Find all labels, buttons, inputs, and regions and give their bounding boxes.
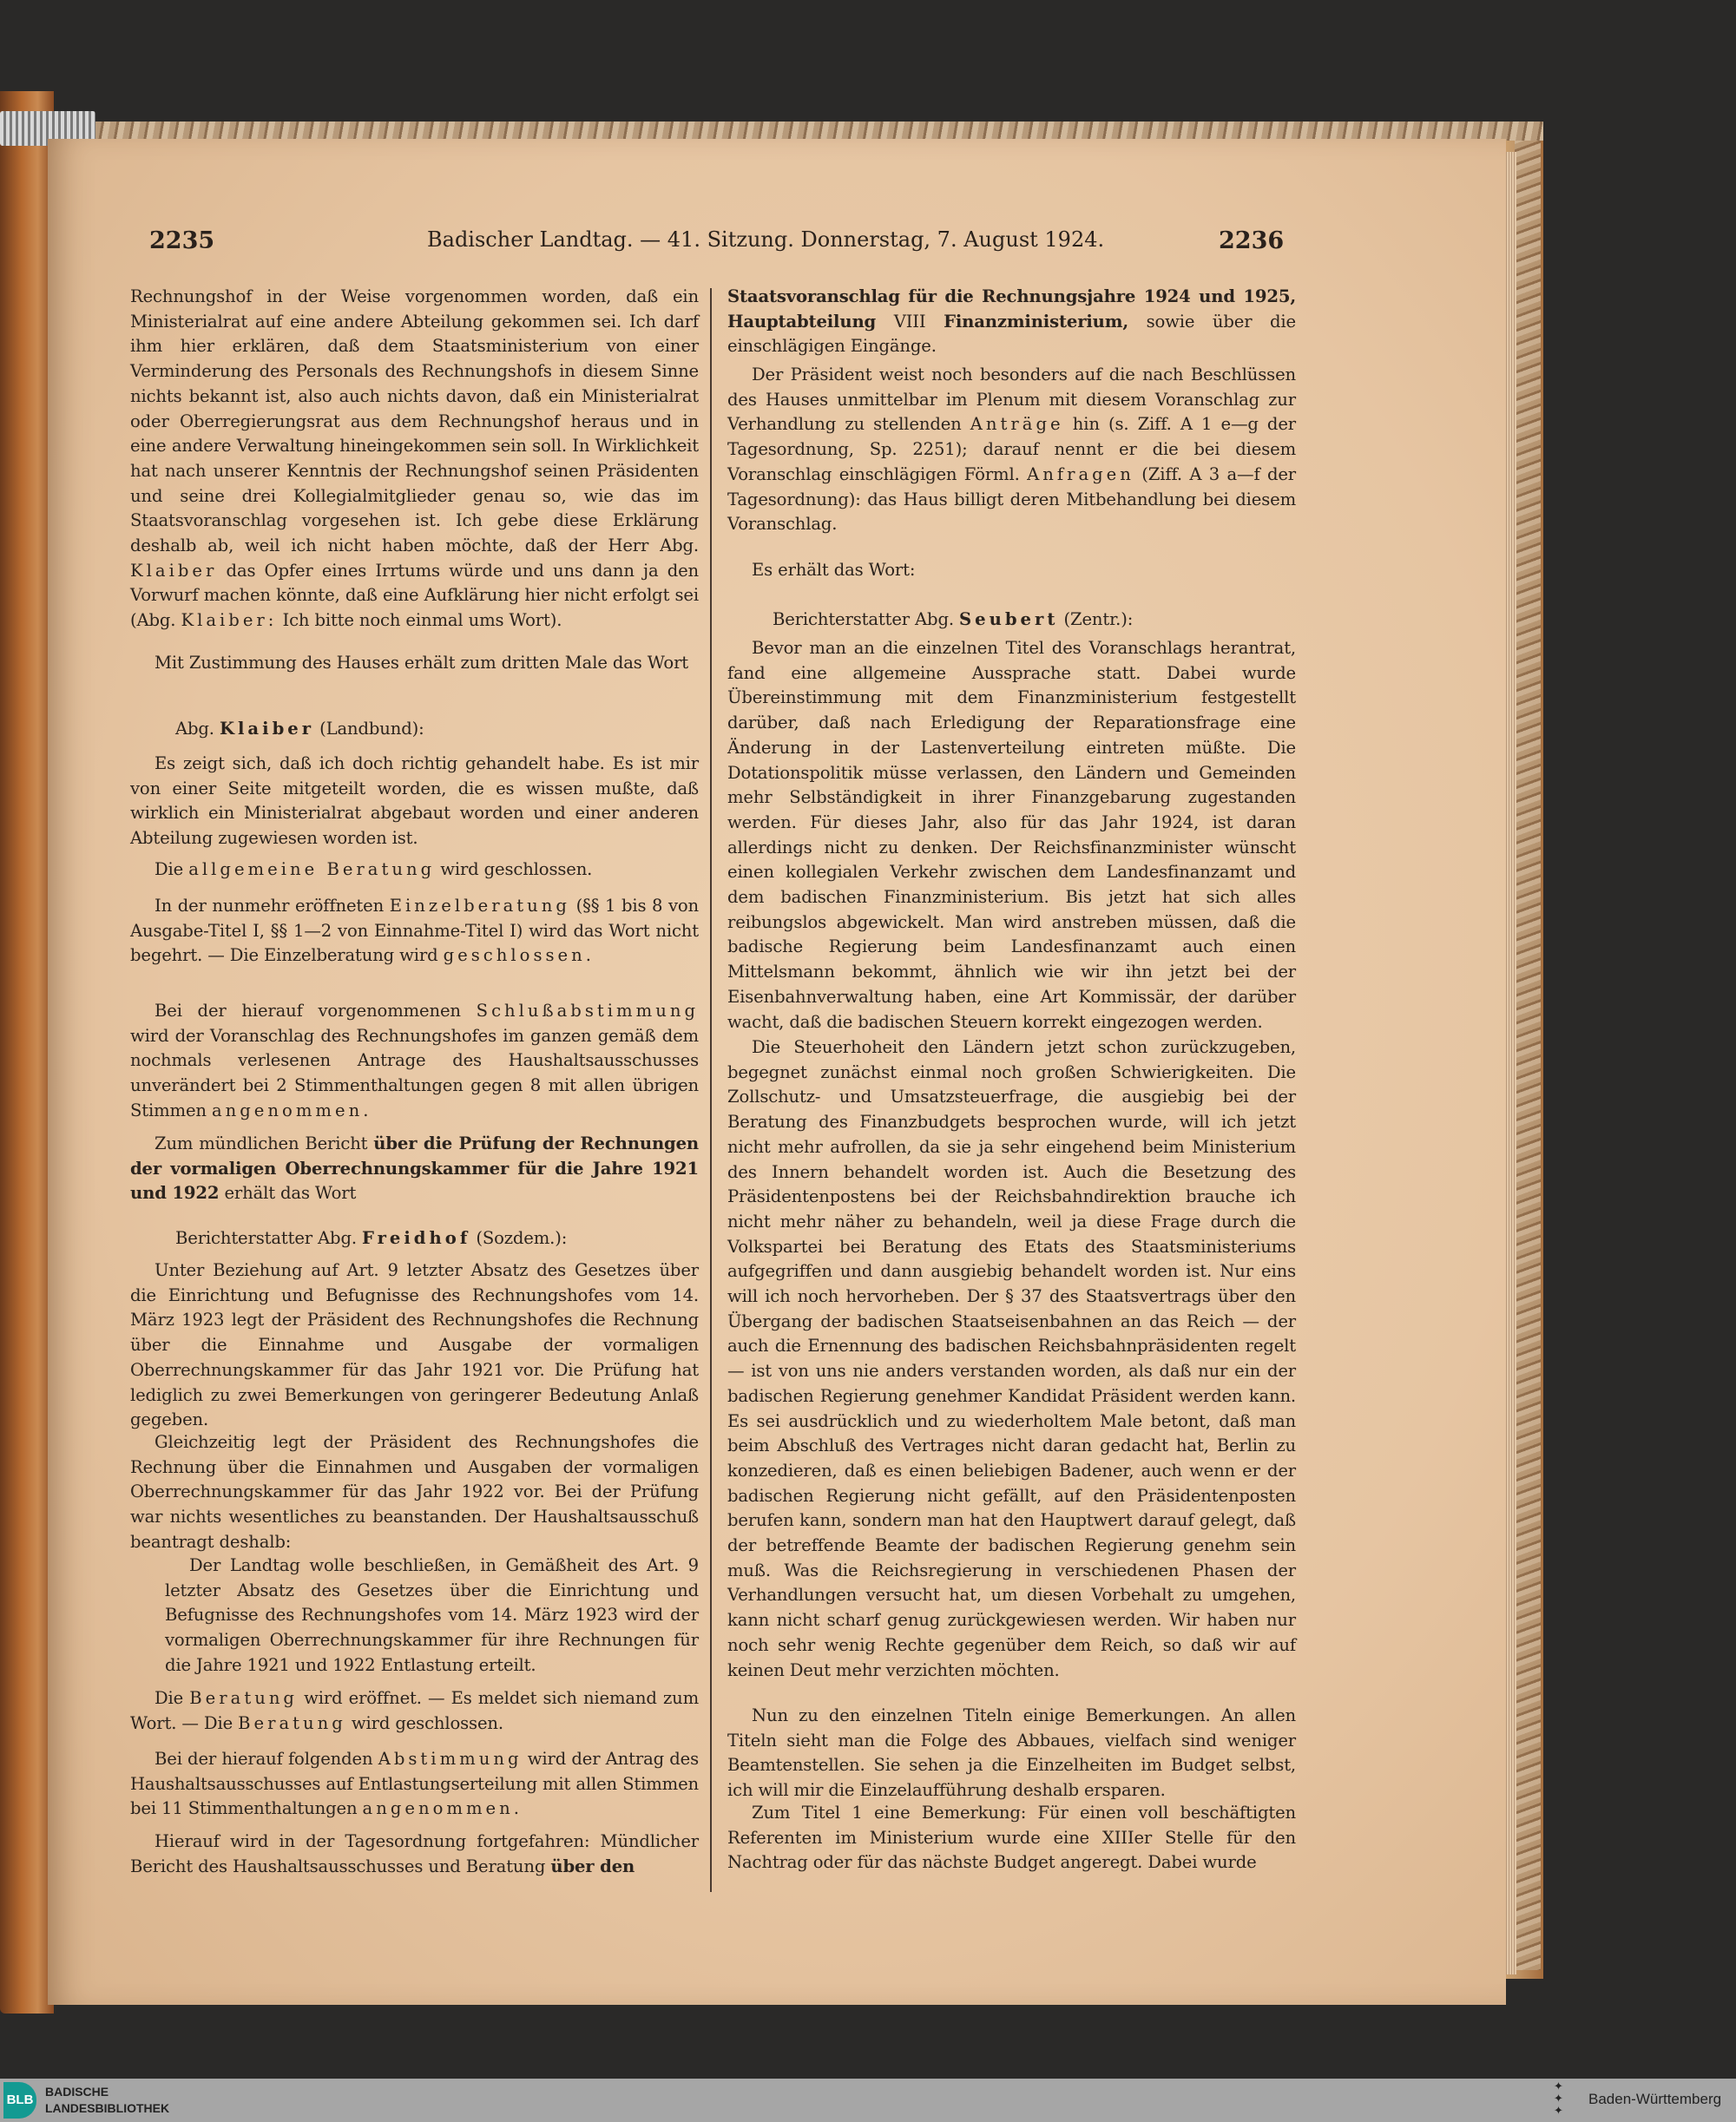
paragraph [130, 999, 699, 1124]
text-run: (§§ 1 bis 8 von Ausgabe-Titel I, §§ 1—2 von Einnahme-Titel I) wird das Wort nicht begehrt. — Die Einzelberatung wird [130, 896, 700, 966]
paragraph [727, 558, 1296, 583]
blb-logo-icon[interactable]: BLB [3, 2082, 36, 2119]
bw-lions-icon: ✦ ✦ ✦ [1554, 2080, 1563, 2118]
spaced-text-run: Anträge [970, 414, 1064, 435]
spaced-text-run: Beratung [238, 1712, 346, 1733]
paragraph [727, 363, 1296, 537]
text-run: Berichterstatter Abg. [175, 1228, 362, 1248]
paragraph [727, 636, 1296, 1035]
text-run: Rechnungshof in der Weise vorgenommen worden, daß ein Ministerialrat auf eine andere Abteilung gekommen sei. Ich darf ihm hier erklären, daß dem Staatsministerium von einer Verminderung des Personals des Rechnungshofs in diesem Sinne nichts bekannt ist, also auch nichts davon, daß ein Ministerialrat oder Oberregierungsrat aus dem Rechnungshof heraus und in eine andere Verwaltung hineingekommen sein soll. In Wirklichkeit hat nach unserer Kenntnis der Rechnungshof seinen Präsidenten und seine drei Kollegialmitglieder genau so, wie das im Staatsvoranschlag vorgesehen ist. Ich gebe diese Erklärung deshalb ab, weil ich nicht haben möchte, daß der Herr Abg. [130, 286, 699, 556]
page-number-left: 2235 [149, 227, 215, 254]
paragraph [130, 285, 699, 634]
text-run: Berichterstatter Abg. [773, 609, 959, 629]
text-run: Die [155, 1688, 190, 1708]
column-divider [710, 288, 712, 1892]
library-name[interactable] [45, 2084, 169, 2117]
paragraph [130, 1747, 699, 1822]
speaker-heading [130, 717, 699, 742]
spaced-text-run: Klaiber: [181, 610, 278, 631]
spaced-text-run: Einzelberatung [389, 896, 570, 916]
text-run: (Sozdem.): [470, 1228, 568, 1248]
paragraph [130, 1430, 699, 1555]
text-run: hin (s. Ziff. A 1 e—g der Tagesordnung, Sp. 2251); darauf nennt er die bei diesem Voranschlag einschlägigen Förml. [727, 414, 1296, 484]
spaced-text-run: Seubert [959, 609, 1059, 629]
state-name[interactable]: Baden-Württemberg [1588, 2091, 1722, 2107]
text-run: (Landbund): [314, 719, 424, 739]
text-run: erhält das Wort [219, 1183, 357, 1204]
text-run: Der Landtag wolle beschließen, in Gemäßheit des Art. 9 letzter Absatz des Gesetzes über die Einrichtung und Befugnisse des Rechnungshofes vom 14. März 1923 wird der vormaligen Oberrechnungskammer für ihre Rechnungen für die Jahre 1921 und 1922 Entlastung erteilt. [165, 1555, 699, 1675]
paragraph [727, 285, 1296, 359]
text-run: Hierauf wird in der Tagesordnung fortgefahren: Mündlicher Bericht des Haushaltsausschusses und Beratung [130, 1831, 699, 1876]
book-spine [0, 91, 54, 2014]
library-name-line1: BADISCHE [45, 2085, 109, 2099]
spaced-text-run: Freidhof [362, 1228, 471, 1248]
spaced-text-run: Schlußabstimmung [476, 1001, 699, 1021]
speaker-heading [130, 1226, 699, 1252]
text-run: das Opfer eines Irrtums würde und uns dann ja den Vorwurf machen könnte, daß eine Aufklärung hier nicht erfolgt sei (Abg. [130, 560, 699, 631]
spaced-text-run: Klaiber [130, 560, 218, 581]
paragraph [727, 1801, 1296, 1876]
bold-text-run: über den [550, 1856, 635, 1876]
page-number-right: 2236 [1219, 227, 1285, 254]
spaced-text-run: Anfragen [1027, 463, 1134, 484]
text-run: Der Präsident weist noch besonders auf die nach Beschlüssen des Hauses unmittelbar im Plenum mit diesem Voranschlag zur Verhandlung zu stellenden [727, 365, 1296, 435]
paragraph [130, 1132, 699, 1206]
spaced-text-run: Beratung [189, 1688, 298, 1708]
running-title: Badischer Landtag. — 41. Sitzung. Donnerstag, 7. August 1924. [427, 227, 1105, 252]
paragraph [130, 1830, 699, 1879]
text-run: wird der Voranschlag des Rechnungshofes im ganzen gemäß dem nochmals verlesenen Antrage des Haushaltsausschusses unverändert bei 2 Stimmenthaltungen gegen 8 mit allen übrigen Stimmen [130, 1025, 699, 1120]
text-run: Bei der hierauf vorgenommenen [155, 1001, 477, 1021]
text-run: Bevor man an die einzelnen Titel des Voranschlags herantrat, fand eine allgemeine Aussprache statt. Dabei wurde Übereinstimmung mit dem Finanzministerium festgestellt darüber, daß nach Erledigung der Reparationsfrage eine Änderung in der Lastenverteilung eintreten müßte. Die Dotationspolitik müsse verlassen, den Ländern und Gemeinden mehr Selbständigkeit in ihrer Finanzgebarung zugestanden werden. Für dieses Jahr, also für das Jahr 1924, ist daran allerdings nicht zu denken. Der Reichsfinanzminister wünscht einen kollegialen Verkehr zwischen dem Landesfinanzamt und dem badischen Finanzministerium. Bis jetzt hat sich alles reibungslos abgewickelt. Man wird anstreben müssen, daß die badische Regierung beim Landesfinanzamt auch einen Mittelsmann bekommt, ähnlich wie wir ihn jetzt bei der Eisenbahnverwaltung haben, eine Art Kommissär, der darüber wacht, daß die badischen Steuern korrekt eingezogen werden. [727, 638, 1296, 1032]
text-run: Abg. [175, 719, 220, 739]
bold-text-run: über die Prüfung der Rechnungen der vormaligen Oberrechnungskammer für die Jahre 1921 und 1922 [130, 1133, 699, 1204]
spaced-text-run: Abstimmung [378, 1749, 523, 1769]
text-run: Nun zu den einzelnen Titeln einige Bemerkungen. An allen Titeln sieht man die Folge des Abbaues, vielfach sind weniger Beamtenstellen. Sie sehen ja die Einzelheiten im Budget selbst, ich will mir die Einzelaufführung deshalb ersparen. [727, 1705, 1296, 1801]
text-run: VIII [876, 311, 944, 332]
text-run: Die Steuerhoheit den Ländern jetzt schon zurückzugeben, begegnet zunächst einmal noch großen Schwierigkeiten. Die Zollschutz- und Umsatzsteuerfrage, die ausgiebig bei der Beratung des Finanzbudgets besprochen wurde, will ich jetzt nicht mehr aufrollen, da sie ja sehr eingehend beim Ministerium des Innern behandelt worden ist. Auch die Besetzung des Präsidentenpostens bei der Reichsbahndirektion brauche ich nicht mehr näher zu behandeln, weil ja diese Frage durch die Volkspartei bei Beratung des Etats des Staatsministeriums aufgegriffen und dann ausgiebig behandelt worden ist. Nur eins will ich noch hervorheben. Der § 37 des Staatsvertrags über den Übergang der badischen Staatseisenbahnen an das Reich — der auch die Ernennung des badischen Reichsbahnpräsidenten regelt — ist von uns nie anders verstanden worden, als daß nur ein der badischen Regierung genehmer Kandidat Präsident werden kann. Es sei ausdrücklich und zu wiederholtem Male betont, daß man beim Abschluß des Vertrages nicht daran gedacht hat, Berlin zu konzedieren, daß es einen beliebigen Badener, auch wenn er der badischen Regierung nicht gefällt, auf den Präsidentenposten berufen kann, sondern man hat den Hauptwert darauf gelegt, daß der betreffende Beamte der badischen Regierung genehm sein muß. Was die Reichsregierung in verschiedenen Phasen der Verhandlungen versucht hat, um diesen Vorbehalt zu umgehen, kann nicht scharf genug zurückgewiesen werden. Wir haben nur noch sehr wenig Rechte gegenüber dem Reich, so daß wir auf keinen Deut mehr verzichten möchten. [727, 1037, 1296, 1680]
text-run: Ich bitte noch einmal ums Wort). [277, 610, 562, 631]
text-run: sowie über die einschlägigen Eingänge. [727, 311, 1296, 357]
paragraph [727, 1704, 1296, 1803]
footer-bar [0, 2079, 1736, 2122]
marbled-top-edge [95, 122, 1543, 141]
spaced-text-run: angenommen. [211, 1100, 372, 1120]
text-run: Mit Zustimmung des Hauses erhält zum dritten Male das Wort [155, 653, 689, 673]
text-run: Die [155, 859, 189, 879]
text-run: (Ziff. A 3 a—f der Tagesordnung): das Haus billigt deren Mitbehandlung bei diesem Voranschlag. [727, 463, 1297, 535]
text-run: wird geschlossen. [435, 859, 593, 879]
paragraph [130, 894, 699, 969]
paragraph [130, 857, 699, 883]
bold-text-run: Staatsvoranschlag für die Rechnungsjahre 1924 und 1925, Hauptabteilung [727, 286, 1296, 332]
marbled-cover [1515, 130, 1541, 1970]
text-run: (Zentr.): [1058, 609, 1134, 629]
spaced-text-run: angenommen. [362, 1798, 523, 1819]
speaker-heading [727, 608, 1296, 633]
text-run: Es erhält das Wort: [752, 560, 916, 580]
text-run: Zum mündlichen Bericht [155, 1133, 374, 1153]
bold-text-run: Finanzministerium, [944, 311, 1129, 332]
library-name-line2: LANDESBIBLIOTHEK [45, 2101, 170, 2115]
paragraph [130, 1686, 699, 1736]
text-run: In der nunmehr eröffneten [155, 896, 390, 916]
paragraph [727, 1035, 1296, 1683]
text-run: Es zeigt sich, daß ich doch richtig gehandelt habe. Es ist mir von einer Seite mitgeteilt worden, die es wissen mußte, daß wirklich ein Ministerialrat abgebaut worden und einer anderen Abteilung zugewiesen worden ist. [130, 753, 699, 849]
text-run: Zum Titel 1 eine Bemerkung: Für einen voll beschäftigten Referenten im Ministerium wurde eine XIIIer Stelle für den Nachtrag oder für das nächste Budget angeregt. Dabei wurde [727, 1803, 1296, 1873]
text-run: wird eröffnet. — Es meldet sich niemand zum Wort. — Die [130, 1688, 700, 1733]
text-run: wird der Antrag des Haushaltsausschusses auf Entlastungserteilung mit allen Stimmen bei 11 Stimmenthaltungen [130, 1749, 699, 1819]
text-run: Gleichzeitig legt der Präsident des Rechnungshofes die Rechnung über die Einnahmen und Ausgaben der vormaligen Oberrechnungskammer für das Jahr 1922 vor. Bei der Prüfung war nichts wesentliches zu beanstanden. Der Haushaltsausschuß beantragt deshalb: [130, 1432, 699, 1552]
text-run: Unter Beziehung auf Art. 9 letzter Absatz des Gesetzes über die Einrichtung und Befugnisse des Rechnungshofes vom 14. März 1923 legt der Präsident des Rechnungshofes die Rechnung über die Einnahme und Ausgabe der vormaligen Oberrechnungskammer für das Jahr 1921 vor. Die Prüfung hat lediglich zu zwei Bemerkungen von geringerer Bedeutung Anlaß gegeben. [130, 1260, 699, 1430]
spaced-text-run: allgemeine Beratung [188, 859, 436, 879]
paragraph [130, 651, 699, 676]
paragraph [130, 1258, 699, 1433]
motion-quote [165, 1554, 699, 1679]
paragraph [130, 752, 699, 851]
text-run: wird geschlossen. [345, 1712, 503, 1733]
text-run: Bei der hierauf folgenden [155, 1749, 378, 1769]
spaced-text-run: Klaiber [219, 719, 315, 739]
spaced-text-run: geschlossen. [443, 945, 595, 966]
